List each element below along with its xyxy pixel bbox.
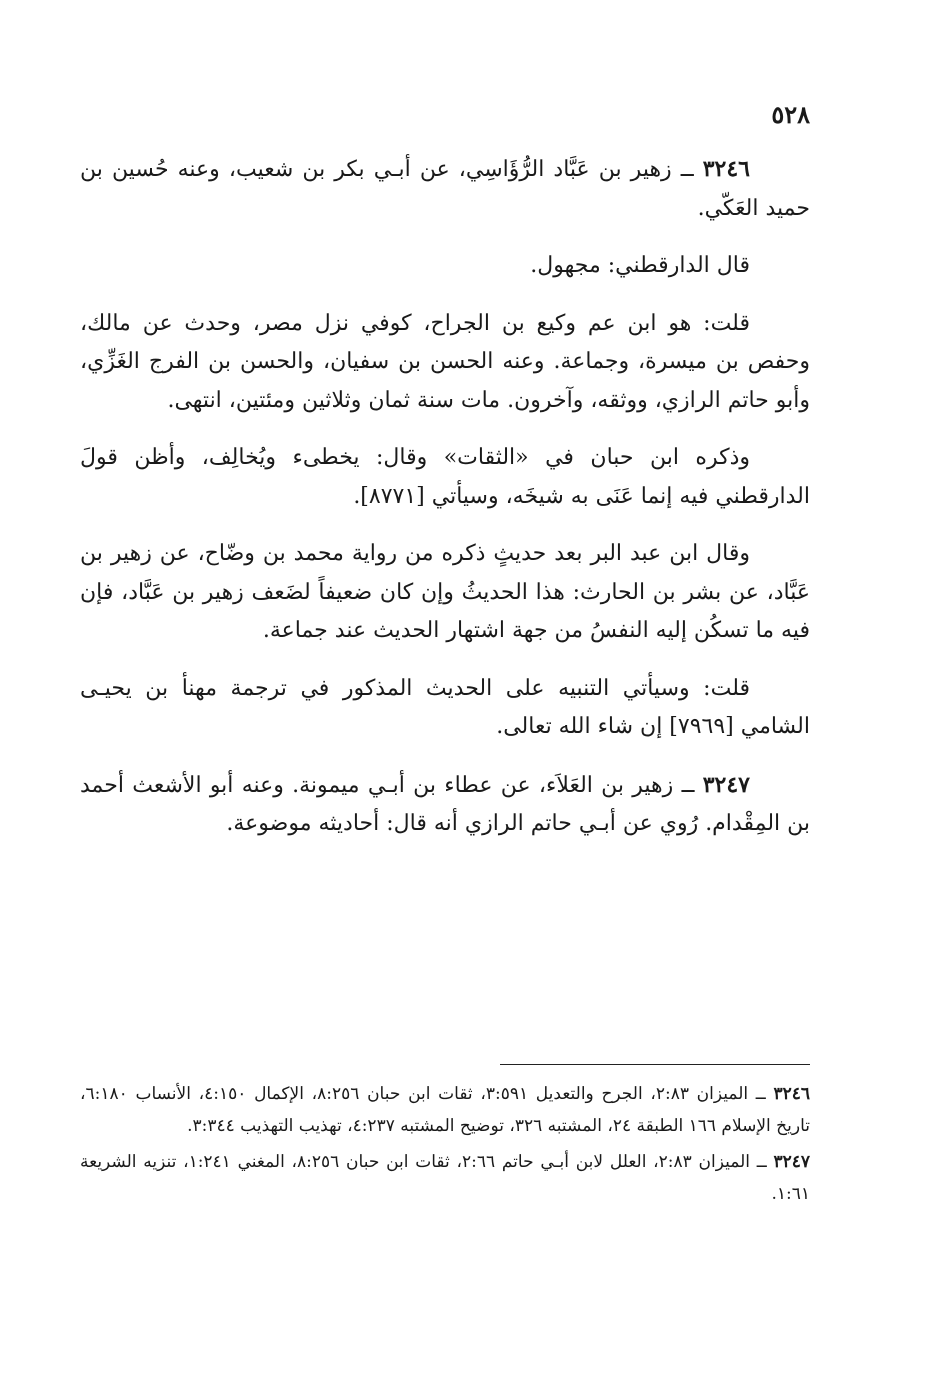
paragraph-daraqutni: قال الدارقطني: مجهول. bbox=[530, 253, 750, 278]
footnote-text: الميزان ٢:٨٣، العلل لابن أبـي حاتم ٢:٦٦، ثقات ابن حبان ٨:٢٥٦، المغني ١:٢٤١، تنزيه الشريعة ١:٦١. bbox=[80, 1152, 810, 1204]
main-text bbox=[80, 150, 810, 863]
footnotes bbox=[80, 1078, 810, 1214]
paragraph-ibn-abd-al-barr: وقال ابن عبد البر بعد حديثٍ ذكره من رواية محمد بن وضّاح، عن زهير بن عَبَّاد، عن بشر بن الحارث: هذا الحديثُ وإن كان ضعيفاً لضَعف زهير بن عَبَّاد، فإن فيه ما تسكُن إليه النفسُ من جهة اشتهار الحديث عند جماعة. bbox=[80, 541, 810, 643]
entry-dash: ــ bbox=[673, 772, 703, 798]
paragraph-qultu-2: قلت: وسيأتي التنبيه على الحديث المذكور في ترجمة مهنأ بن يحيـى الشامي [٧٩٦٩] إن شاء الله تعالى. bbox=[80, 675, 810, 739]
footnote-separator bbox=[500, 1064, 810, 1065]
entry-3247 bbox=[80, 766, 810, 844]
entry-text: زهير بن العَلاَء، عن عطاء بن أبـي ميمونة. وعنه أبو الأشعث أحمد بن المِقْدام. رُوي عن أبـي حاتم الرازي أنه قال: أحاديثه موضوعة. bbox=[80, 772, 810, 836]
entry-text: زهير بن عَبَّاد الرُّؤَاسِي، عن أبـي بكر بن شعيب، وعنه حُسين بن حميد العَكّي. bbox=[80, 157, 810, 221]
entry-number: ٣٢٤٦ bbox=[702, 156, 750, 182]
entry-dash: ــ bbox=[671, 157, 703, 182]
footnote-text: الميزان ٢:٨٣، الجرح والتعديل ٣:٥٩١، ثقات ابن حبان ٨:٢٥٦، الإكمال ٤:١٥٠، الأنساب ٦:١٨٠، تاريخ الإسلام ١٦٦ الطبقة ٢٤، المشتبه ٣٢٦، توضيح المشتبه ٤:٢٣٧، تهذيب التهذيب ٣:٣٤٤. bbox=[80, 1084, 810, 1136]
footnote-dash: ــ bbox=[749, 1152, 774, 1172]
entry-3246 bbox=[80, 150, 810, 228]
entry-number: ٣٢٤٧ bbox=[702, 771, 750, 798]
footnote-3247 bbox=[80, 1146, 810, 1210]
footnote-number: ٣٢٤٧ bbox=[773, 1152, 810, 1172]
paragraph-qultu-1: قلت: هو ابن عم وكيع بن الجراح، كوفي نزل مصر، وحدث عن مالك، وحفص بن ميسرة، وجماعة. وعنه الحسن بن سفيان، والحسن بن الفرج الغَزِّي، وأبو حاتم الرازي، ووثقه، وآخرون. مات سنة ثمان وثلاثين ومئتين، انتهى. bbox=[80, 310, 810, 413]
footnote-dash: ــ bbox=[748, 1084, 774, 1104]
page-number: ٥٢٨ bbox=[771, 100, 810, 129]
paragraph-ibn-hibban: وذكره ابن حبان في «الثقات» وقال: يخطىء ويُخالِف، وأظن قولَ الدارقطني فيه إنما عَنَى به شيخَه، وسيأتي [٨٧٧١]. bbox=[80, 445, 810, 509]
footnote-number: ٣٢٤٦ bbox=[773, 1084, 810, 1104]
footnote-3246 bbox=[80, 1078, 810, 1142]
